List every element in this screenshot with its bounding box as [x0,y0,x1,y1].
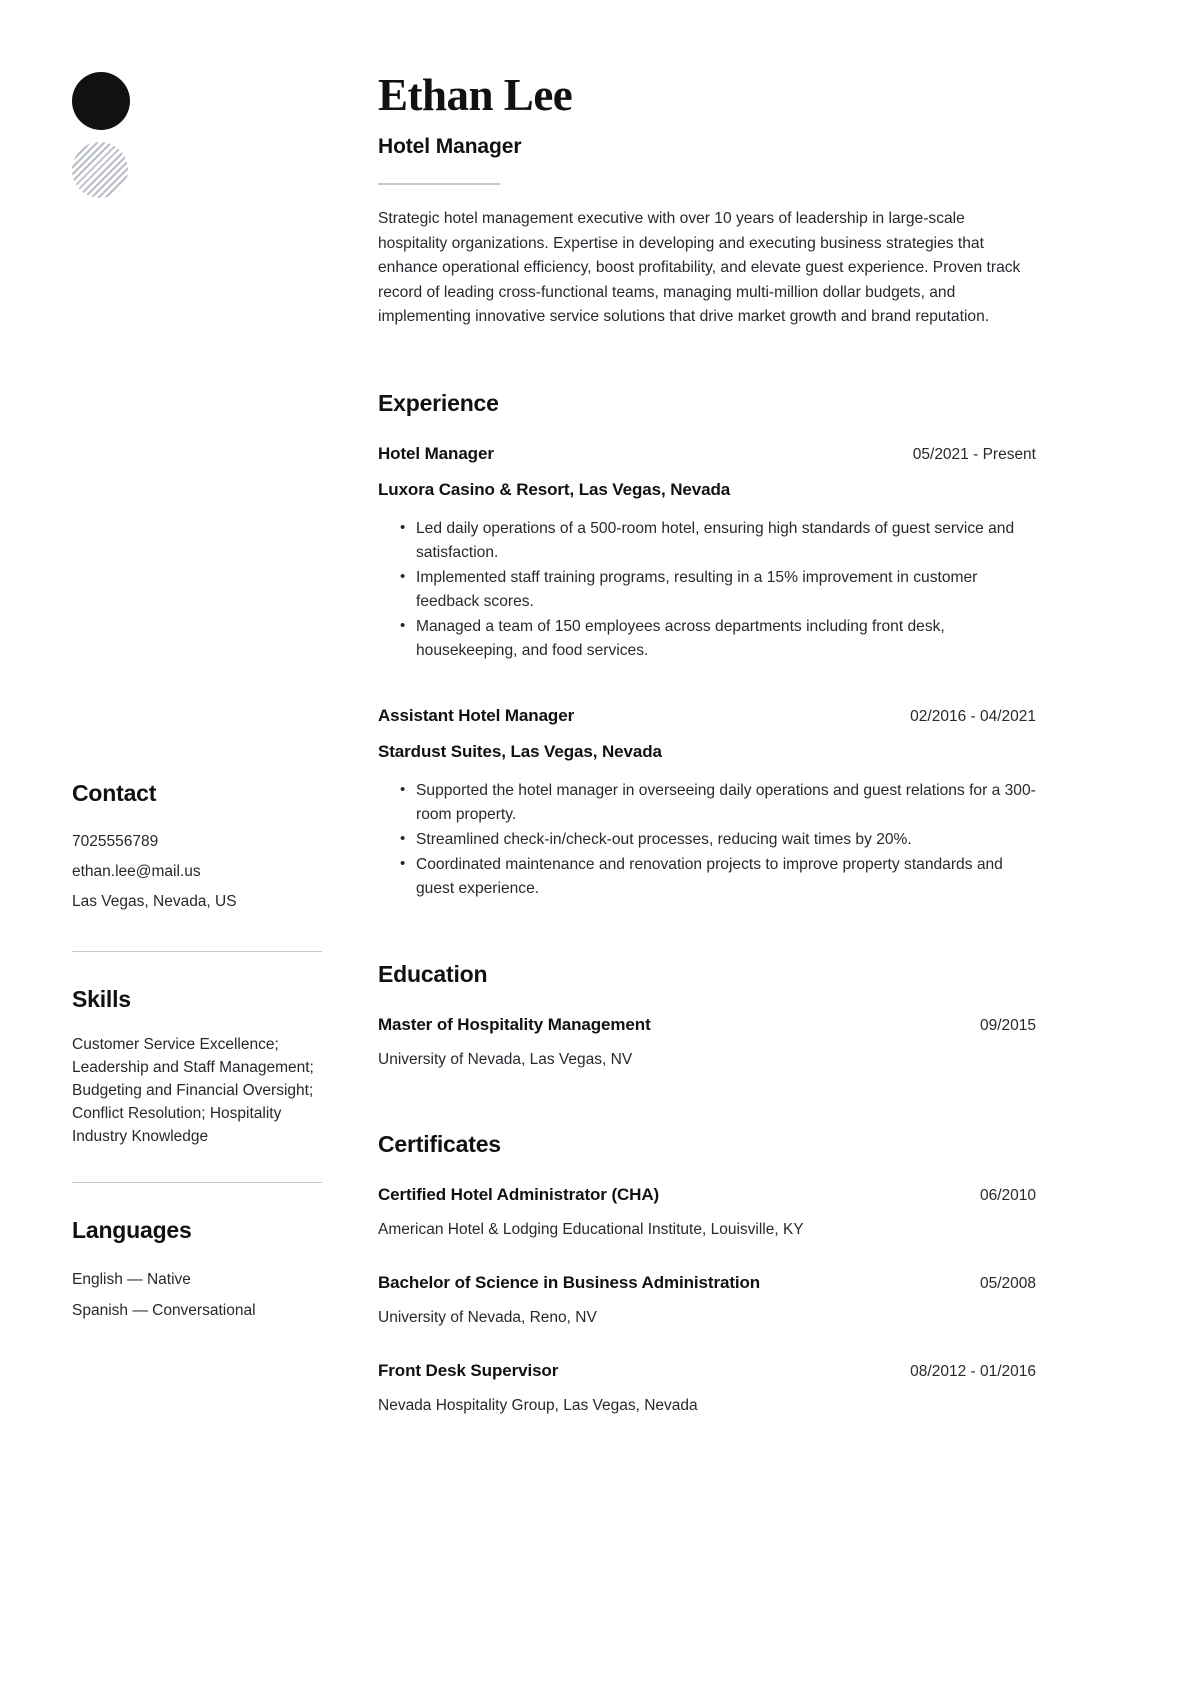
education-entry [378,1015,1036,1071]
hatched-circle-icon [72,142,128,198]
language-item: English — Native [72,1271,191,1288]
list-item: • Coordinated maintenance and renovation projects to improve property standards and guest experience. [400,853,1036,901]
sidebar-divider-2 [72,1182,322,1183]
list-item: • Managed a team of 150 employees across departments including front desk, housekeeping, and food services. [400,615,1036,663]
list-item: • Led daily operations of a 500-room hotel, ensuring high standards of guest service and satisfaction. [400,517,1036,565]
contact-phone[interactable]: 7025556789 [72,833,159,850]
profile-summary: Strategic hotel management executive with over 10 years of leadership in large-scale hospitality organizations. Expertise in developing and executing business strategies that enhance operational efficiency, boost profitability, and elevate guest experience. Proven track record of leading cross-functional teams, managing multi-million dollar budgets, and implementing innovative service solutions that drive market growth and brand reputation. [378,210,1021,326]
languages-section [72,1217,322,1326]
skills-text: Customer Service Excellence; Leadership and Staff Management; Budgeting and Financial Oversight; Conflict Resolution; Hospitality Industry Knowledge [72,1036,314,1145]
education-heading: Education [378,960,488,987]
certificate-date: 05/2008 [979,1274,1036,1292]
experience-heading: Experience [378,389,499,416]
job-title-subheading: Hotel Manager [378,135,522,159]
certificate-entry-header [378,1185,1036,1205]
education-institution: University of Nevada, Las Vegas, NV [378,1050,633,1068]
skills-section [72,986,322,1148]
sidebar-logo-area [72,72,322,198]
contact-heading: Contact [72,780,157,806]
sidebar-divider-1 [72,951,322,952]
list-item: • Supported the hotel manager in overseeing daily operations and guest relations for a 300-room property. [400,779,1036,827]
certificates-heading: Certificates [378,1130,501,1157]
list-item: • Implemented staff training programs, resulting in a 15% improvement in customer feedback scores. [400,566,1036,614]
education-date: 09/2015 [979,1016,1036,1034]
certificate-entry [378,1185,1036,1241]
experience-bullet-list [378,779,1036,901]
experience-entry-header [378,444,1036,464]
page-title: Ethan Lee [378,70,573,120]
contact-location: Las Vegas, Nevada, US [72,893,237,910]
certificate-title: Certified Hotel Administrator (CHA) [378,1184,660,1204]
experience-employer: Stardust Suites, Las Vegas, Nevada [378,741,662,761]
certificate-entry [378,1361,1036,1417]
experience-date-range: 02/2016 - 04/2021 [910,707,1036,725]
certificate-title: Bachelor of Science in Business Administration [378,1272,761,1292]
experience-job-title: Hotel Manager [378,443,494,463]
experience-section [378,390,1036,901]
certificate-entry [378,1273,1036,1329]
logo-stack [72,72,322,198]
certificate-issuer: American Hotel & Lodging Educational Institute, Louisville, KY [378,1220,804,1238]
skills-heading: Skills [72,986,131,1012]
experience-entry [378,706,1036,901]
experience-date-range: 05/2021 - Present [912,445,1036,463]
experience-job-title: Assistant Hotel Manager [378,705,575,725]
certificate-title: Front Desk Supervisor [378,1360,559,1380]
certificate-entry-header [378,1273,1036,1293]
certificate-date: 06/2010 [979,1186,1036,1204]
experience-entry [378,444,1036,663]
certificate-issuer: University of Nevada, Reno, NV [378,1308,597,1326]
education-degree: Master of Hospitality Management [378,1014,651,1034]
certificate-date: 08/2012 - 01/2016 [910,1362,1036,1380]
certificate-issuer: Nevada Hospitality Group, Las Vegas, Nevada [378,1396,698,1414]
certificates-section [378,1131,1036,1417]
list-item: • Streamlined check-in/check-out processes, reducing wait times by 20%. [400,828,1036,852]
certificate-entry-header [378,1361,1036,1381]
sidebar [72,780,322,1326]
education-entry-header [378,1015,1036,1035]
education-section [378,961,1036,1071]
contact-section [72,780,322,917]
solid-circle-icon [72,72,130,130]
language-item: Spanish — Conversational [72,1302,256,1319]
contact-email[interactable]: ethan.lee@mail.us [72,863,201,880]
header-divider [378,183,500,185]
experience-bullet-list [378,517,1036,663]
experience-employer: Luxora Casino & Resort, Las Vegas, Nevada [378,479,731,499]
experience-entry-header [378,706,1036,726]
languages-heading: Languages [72,1217,192,1243]
main-column [378,72,1036,1417]
